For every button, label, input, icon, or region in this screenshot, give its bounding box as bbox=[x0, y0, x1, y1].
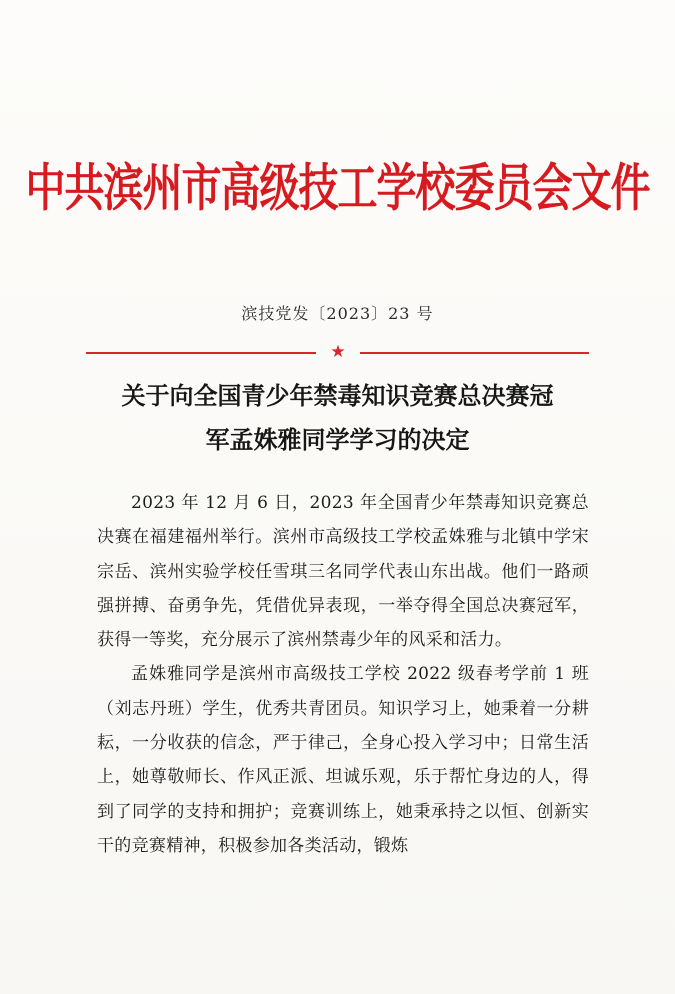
document-header-title: 中共滨州市高级技工学校委员会文件 bbox=[25, 158, 650, 219]
red-divider bbox=[86, 343, 589, 363]
document-number: 滨技党发〔2023〕23 号 bbox=[241, 304, 434, 323]
divider-line-right bbox=[360, 352, 589, 354]
body-paragraph: 孟姝雅同学是滨州市高级技工学校 2022 级春考学前 1 班（刘志丹班）学生，优秀共青团员。知识学习上，她秉着一分耕耘，一分收获的信念，严于律己，全身心投入学习中；日常生活上，她尊敬师长、作风正派、坦诚乐观，乐于帮忙身边的人，得到了同学的支持和拥护；竞赛训练上，她秉承持之以恒、创新实干的竞赛精神，积极参加各类活动，锻炼 bbox=[97, 664, 589, 856]
star-icon: ★ bbox=[330, 342, 346, 362]
divider-line-left bbox=[86, 352, 316, 354]
document-title-line-2: 军孟姝雅同学学习的决定 bbox=[205, 425, 470, 454]
document-title-line-1: 关于向全国青少年禁毒知识竞赛总决赛冠 bbox=[121, 381, 554, 410]
body-paragraph: 2023 年 12 月 6 日，2023 年全国青少年禁毒知识竞赛总决赛在福建福州举行。滨州市高级技工学校孟姝雅与北镇中学宋宗岳、滨州实验学校任雪琪三名同学代表山东出战。他们一路顽强拼搏、奋勇争先，凭借优异表现，一举夺得全国总决赛冠军，获得一等奖，充分展示了滨州禁毒少年的风采和活力。 bbox=[97, 493, 589, 651]
document-body bbox=[97, 486, 589, 863]
